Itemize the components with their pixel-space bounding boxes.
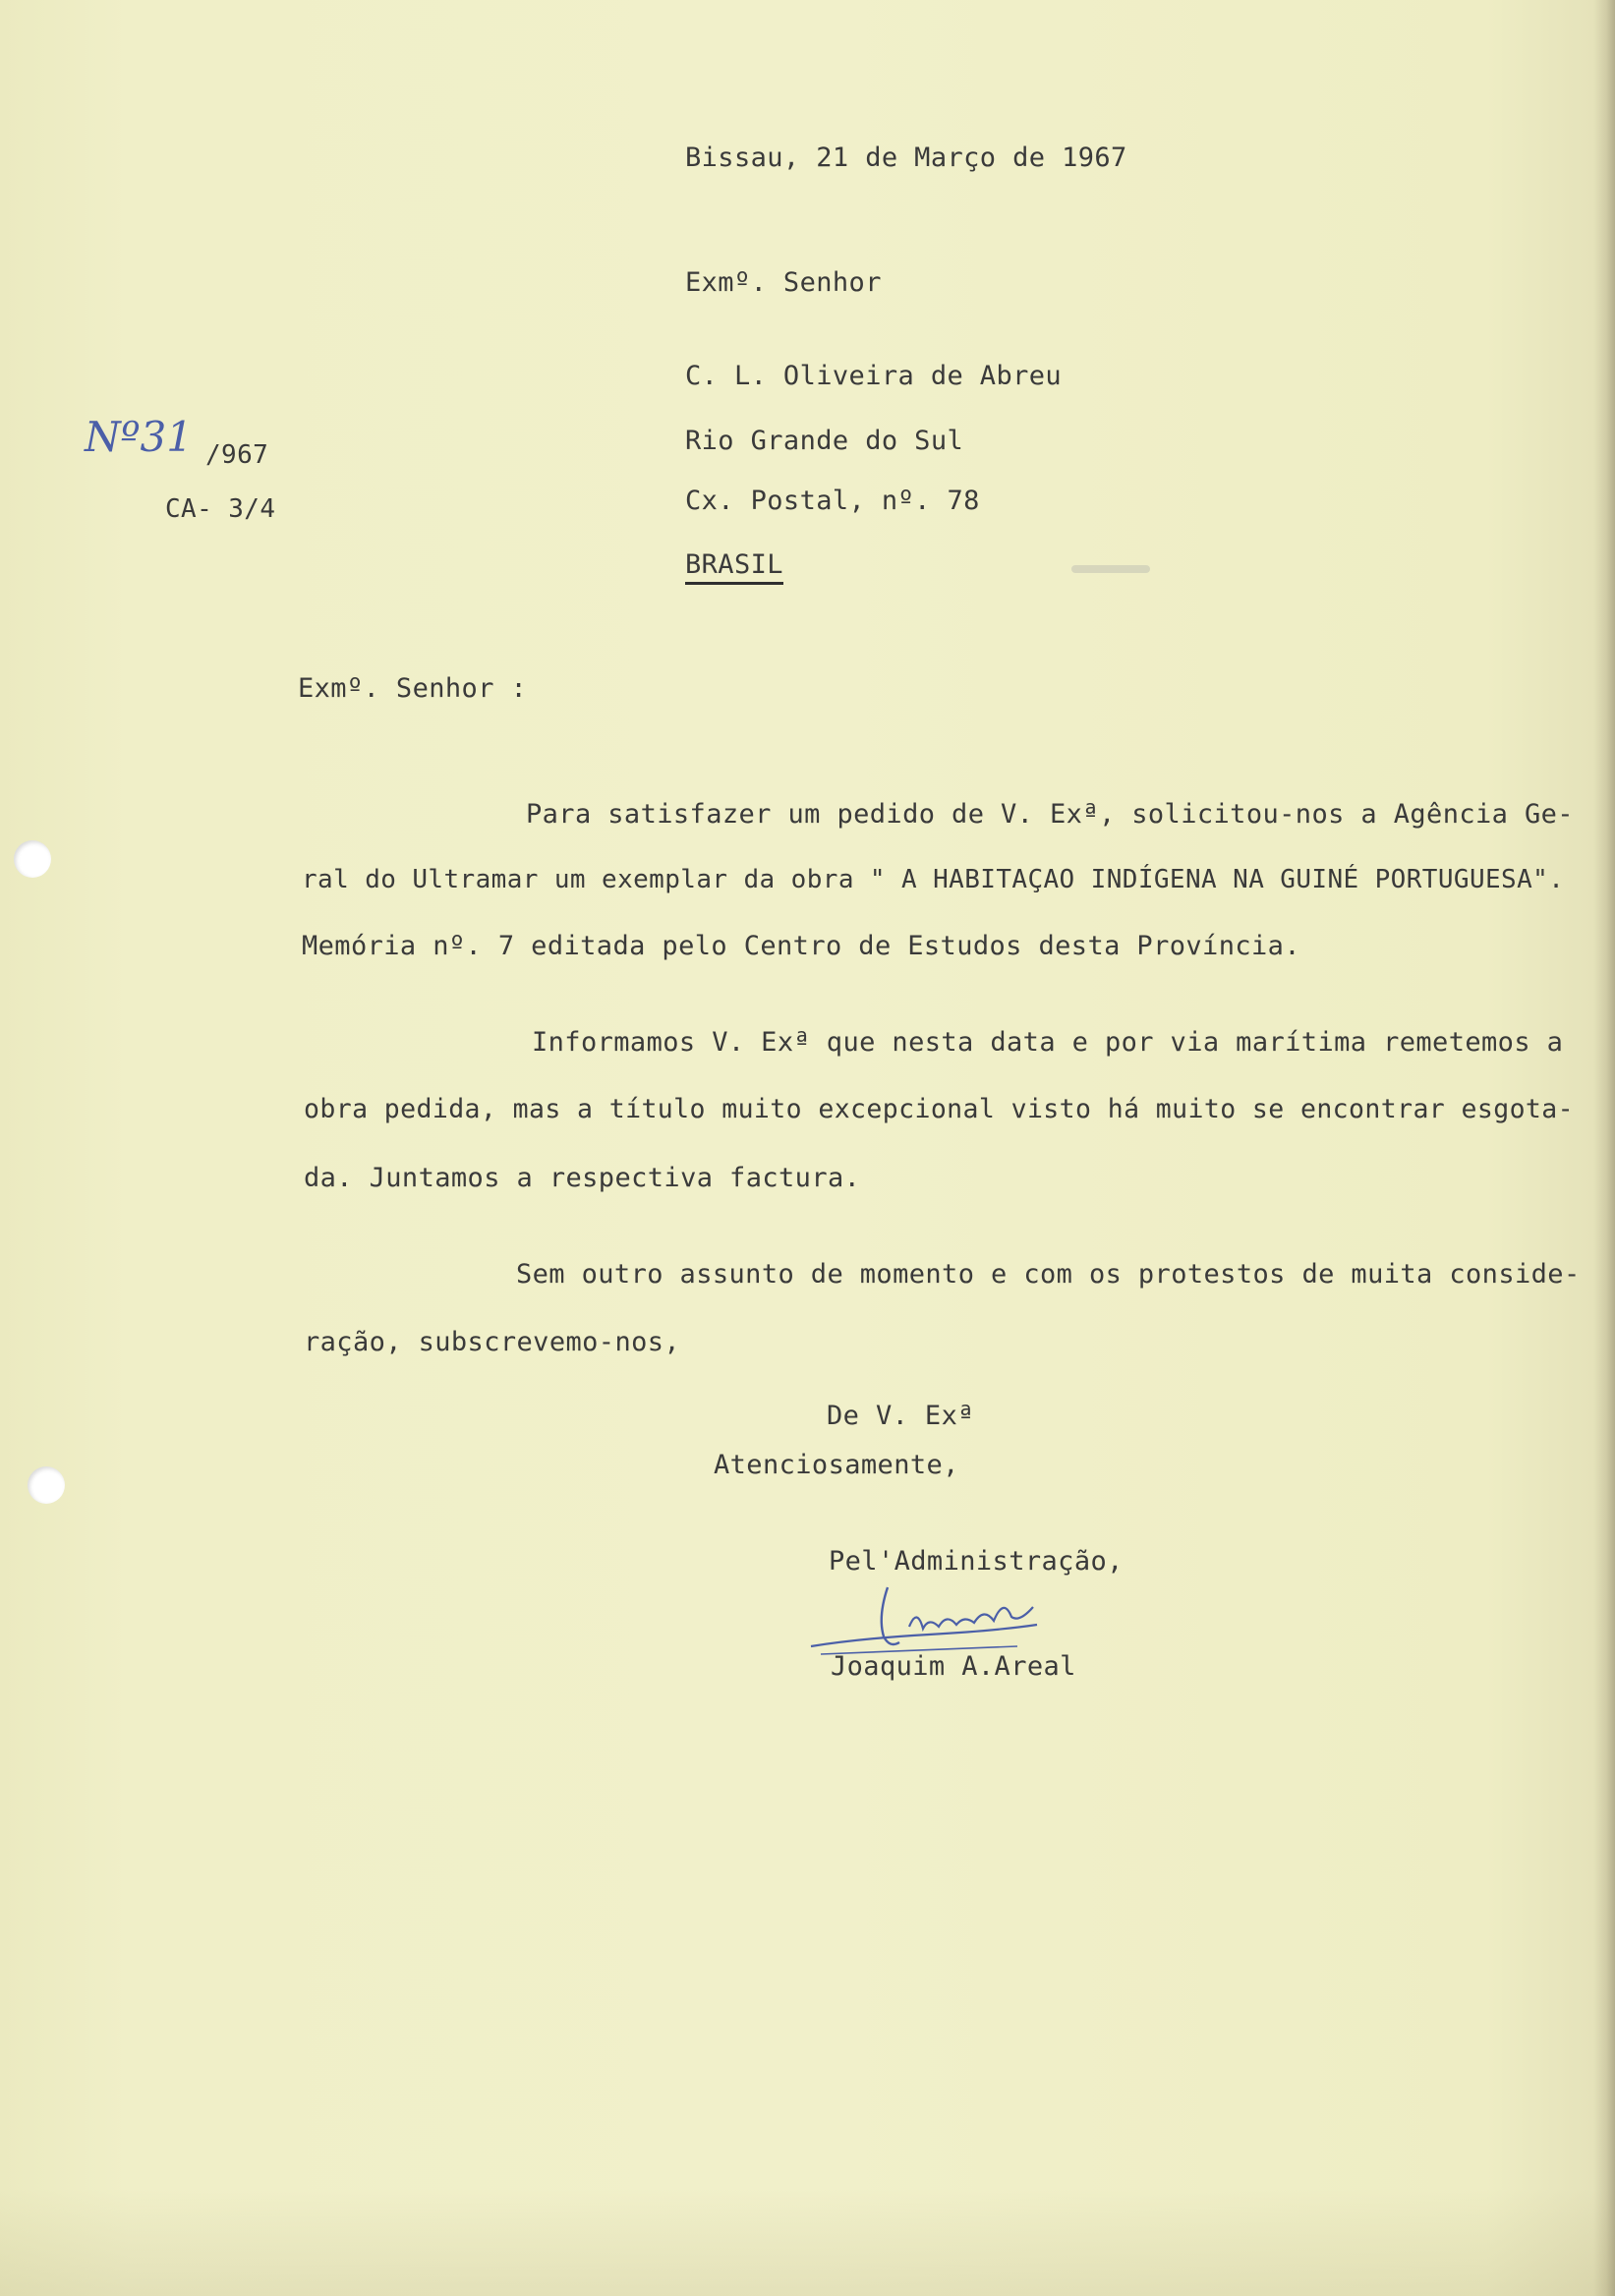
closing-line-3: Pel'Administração, <box>829 1546 1124 1577</box>
page-bottom-shade <box>0 2188 1615 2296</box>
paragraph-2-line-2: obra pedida, mas a título muito excepcional visto há muito se encontrar esgota- <box>304 1094 1574 1124</box>
recipient-postal: Cx. Postal, nº. 78 <box>685 486 980 516</box>
page-right-edge <box>1593 0 1615 2296</box>
closing-line-1: De V. Exª <box>827 1401 974 1431</box>
punch-hole-top <box>14 840 51 878</box>
paragraph-1-line-2: ral do Ultramar um exemplar da obra " A HABITAÇAO INDÍGENA NA GUINÉ PORTUGUESA". <box>302 865 1565 894</box>
salutation: Exmº. Senhor : <box>298 673 528 704</box>
paragraph-2-line-3: da. Juntamos a respectiva factura. <box>304 1163 861 1193</box>
closing-line-2: Atenciosamente, <box>714 1450 959 1480</box>
reference-code: CA- 3/4 <box>165 494 276 524</box>
paragraph-2-line-1: Informamos V. Exª que nesta data e por via marítima remetemos a <box>532 1027 1564 1058</box>
paragraph-3-line-1: Sem outro assunto de momento e com os protestos de muita conside- <box>516 1259 1581 1290</box>
signer-name: Joaquim A.Areal <box>831 1651 1076 1682</box>
recipient-city: Rio Grande do Sul <box>685 426 964 456</box>
reference-year: /967 <box>205 440 269 470</box>
punch-hole-bottom <box>28 1466 65 1504</box>
handwritten-reference-number: Nº31 <box>85 413 193 461</box>
recipient-name: C. L. Oliveira de Abreu <box>685 361 1063 391</box>
paragraph-1-line-3: Memória nº. 7 editada pelo Centro de Estudos desta Província. <box>302 931 1300 961</box>
date-line: Bissau, 21 de Março de 1967 <box>685 143 1127 173</box>
paragraph-1-line-1: Para satisfazer um pedido de V. Exª, solicitou-nos a Agência Ge- <box>526 799 1574 830</box>
paragraph-3-line-2: ração, subscrevemo-nos, <box>304 1327 681 1357</box>
recipient-country: BRASIL <box>685 549 783 585</box>
greeting-top: Exmº. Senhor <box>685 267 882 298</box>
ink-smudge <box>1071 565 1150 573</box>
